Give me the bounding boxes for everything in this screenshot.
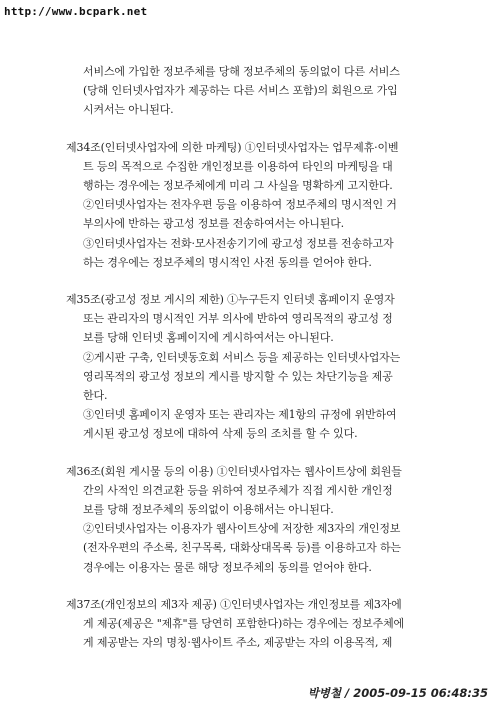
article-37 [66, 595, 438, 653]
text-line: ②게시판 구축, 인터넷동호회 서비스 등을 제공하는 인터넷사업자는 [83, 350, 401, 364]
article-35 [66, 290, 438, 444]
text-line: (전자우편의 주소록, 친구목록, 대화상대목록 등)를 이용하고자 하는 [83, 541, 401, 555]
text-line: 제35조(광고성 정보 게시의 제한) ①누구든지 인터넷 홈페이지 운영자 [66, 293, 395, 307]
text-line: ②인터넷사업자는 이용자가 웹사이트상에 저장한 제3자의 개인정보 [83, 522, 401, 536]
text-line: 게 제공받는 자의 명칭·웹사이트 주소, 제공받는 자의 이용목적, 제 [83, 636, 393, 650]
text-line: 한다. [83, 389, 108, 403]
author-timestamp: 박병철 / 2005-09-15 06:48:35 [307, 686, 488, 700]
text-line: 게시된 광고성 정보에 대하여 삭제 등의 조치를 할 수 있다. [83, 427, 358, 441]
article-34 [66, 138, 438, 272]
paragraph-continuation [66, 62, 438, 120]
text-line: 트 등의 목적으로 수집한 개인정보를 이용하여 타인의 마케팅을 대 [83, 159, 393, 173]
text-line: 또는 관리자의 명시적인 거부 의사에 반하여 영리목적의 광고성 정 [83, 312, 393, 326]
text-line: 게 제공(제공은 "제휴"를 당연히 포함한다)하는 경우에는 정보주체에 [83, 617, 405, 631]
text-line: ②인터넷사업자는 전자우편 등을 이용하여 정보주체의 명시적인 거 [83, 198, 397, 212]
article-36 [66, 462, 438, 577]
watermark-url: http://www.bcpark.net [4, 5, 148, 18]
text-line: 영리목적의 광고성 정보의 게시를 방지할 수 있는 차단기능을 제공 [83, 369, 393, 383]
text-line: 행하는 경우에는 정보주체에게 미리 그 사실을 명확하게 고지한다. [83, 179, 393, 193]
text-line: 보를 당해 인터넷 홈페이지에 게시하여서는 아니된다. [83, 331, 334, 345]
text-line: 서비스에 가입한 정보주체를 당해 정보주체의 동의없이 다른 서비스 [83, 65, 400, 78]
text-line: ③인터넷사업자는 전화·모사전송기기에 광고성 정보를 전송하고자 [83, 236, 394, 250]
text-line: ③인터넷 홈페이지 운영자 또는 관리자는 제1항의 규정에 위반하여 [83, 408, 397, 422]
document-page [66, 62, 438, 670]
text-line: 부의사에 반하는 광고성 정보를 전송하여서는 아니된다. [83, 217, 345, 231]
text-line: 하는 경우에는 정보주체의 명시적인 사전 동의를 얻어야 한다. [83, 255, 372, 269]
text-line: 경우에는 이용자는 물론 해당 정보주체의 동의를 얻어야 한다. [83, 560, 372, 574]
text-line: 제34조(인터넷사업자에 의한 마케팅) ①인터넷사업자는 업무제휴·이벤 [66, 140, 399, 154]
text-line: 보를 당해 정보주체의 동의없이 이용해서는 아니된다. [83, 503, 334, 517]
text-line: (당해 인터넷사업자가 제공하는 다른 서비스 포함)의 회원으로 가입 [83, 84, 398, 98]
text-line: 제37조(개인정보의 제3자 제공) ①인터넷사업자는 개인정보를 제3자에 [66, 597, 402, 611]
text-line: 시켜서는 아니된다. [83, 103, 174, 117]
text-line: 제36조(회원 게시물 등의 이용) ①인터넷사업자는 웹사이트상에 회원들 [66, 464, 402, 478]
text-line: 간의 사적인 의견교환 등을 위하여 정보주체가 직접 게시한 개인정 [83, 483, 393, 497]
